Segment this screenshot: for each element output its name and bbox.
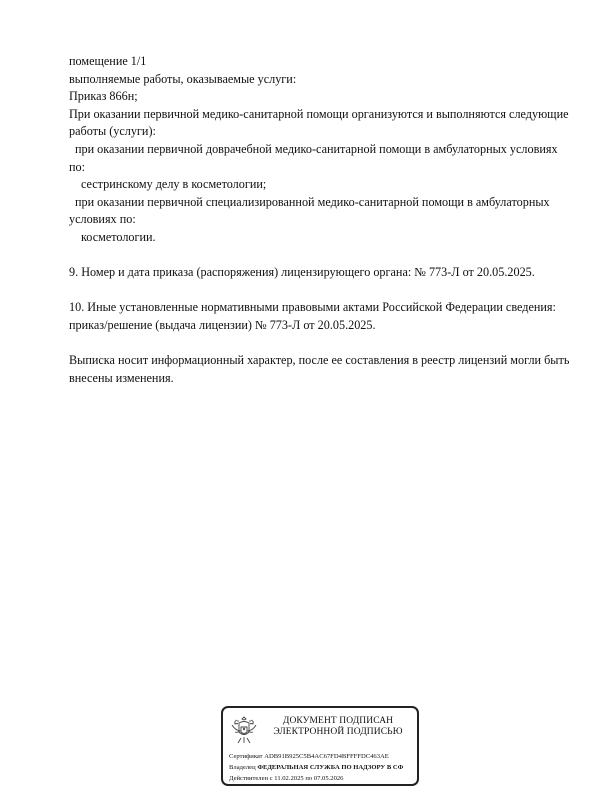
document-body xyxy=(69,53,569,387)
premises-line: помещение 1/1 xyxy=(69,54,147,68)
item-9-order-number: 9. Номер и дата приказа (распоряжения) лицензирующего органа: № 773-Л от 20.05.2025. xyxy=(69,265,535,280)
double-headed-eagle-emblem-icon xyxy=(229,714,259,746)
certificate-row xyxy=(229,753,419,761)
specialized-care-line2: условиях по: xyxy=(69,212,136,227)
item-10-line2: приказ/решение (выдача лицензии) № 773-Л от 20.05.2025. xyxy=(69,317,376,332)
nursing-cosmetology-item: сестринскому делу в косметологии; xyxy=(81,177,267,192)
disclaimer-line1: Выписка носит информационный характер, после ее составления в реестр лицензий могли быть xyxy=(69,353,570,368)
prehospital-care-line2: по: xyxy=(69,159,86,174)
stamp-title xyxy=(263,716,413,738)
certificate-value: ADB91B925C5B4AC67FD4BFFFFDC463AE xyxy=(264,753,389,760)
item-10-line1: 10. Иные установленные нормативными правовыми актами Российской Федерации сведения: xyxy=(69,300,556,315)
services-heading: выполняемые работы, оказываемые услуги: xyxy=(69,71,297,86)
services-intro-line2: работы (услуги): xyxy=(69,124,156,139)
disclaimer-line2: внесены изменения. xyxy=(69,370,174,385)
stamp-title-line1: ДОКУМЕНТ ПОДПИСАН xyxy=(282,716,394,726)
certificate-label: Сертификат xyxy=(229,753,263,760)
owner-value: ФЕДЕРАЛЬНАЯ СЛУЖБА ПО НАДЗОРУ В СФ xyxy=(257,764,404,771)
electronic-signature-stamp xyxy=(221,706,419,786)
owner-label: Владелец xyxy=(229,764,256,771)
cosmetology-item: косметологии. xyxy=(81,229,156,244)
prehospital-care-line1: при оказании первичной доврачебной медико-санитарной помощи в амбулаторных условиях xyxy=(75,141,558,156)
services-intro-line1: При оказании первичной медико-санитарной помощи организуются и выполняются следующие xyxy=(69,106,569,121)
validity-row: Действителен с 11.02.2025 по 07.05.2026 xyxy=(229,775,344,782)
specialized-care-line1: при оказании первичной специализированной медико-санитарной помощи в амбулаторных xyxy=(75,194,550,209)
owner-row xyxy=(229,764,419,772)
order-reference: Приказ 866н; xyxy=(69,89,138,104)
stamp-title-line2: ЭЛЕКТРОННОЙ ПОДПИСЬЮ xyxy=(273,727,403,737)
